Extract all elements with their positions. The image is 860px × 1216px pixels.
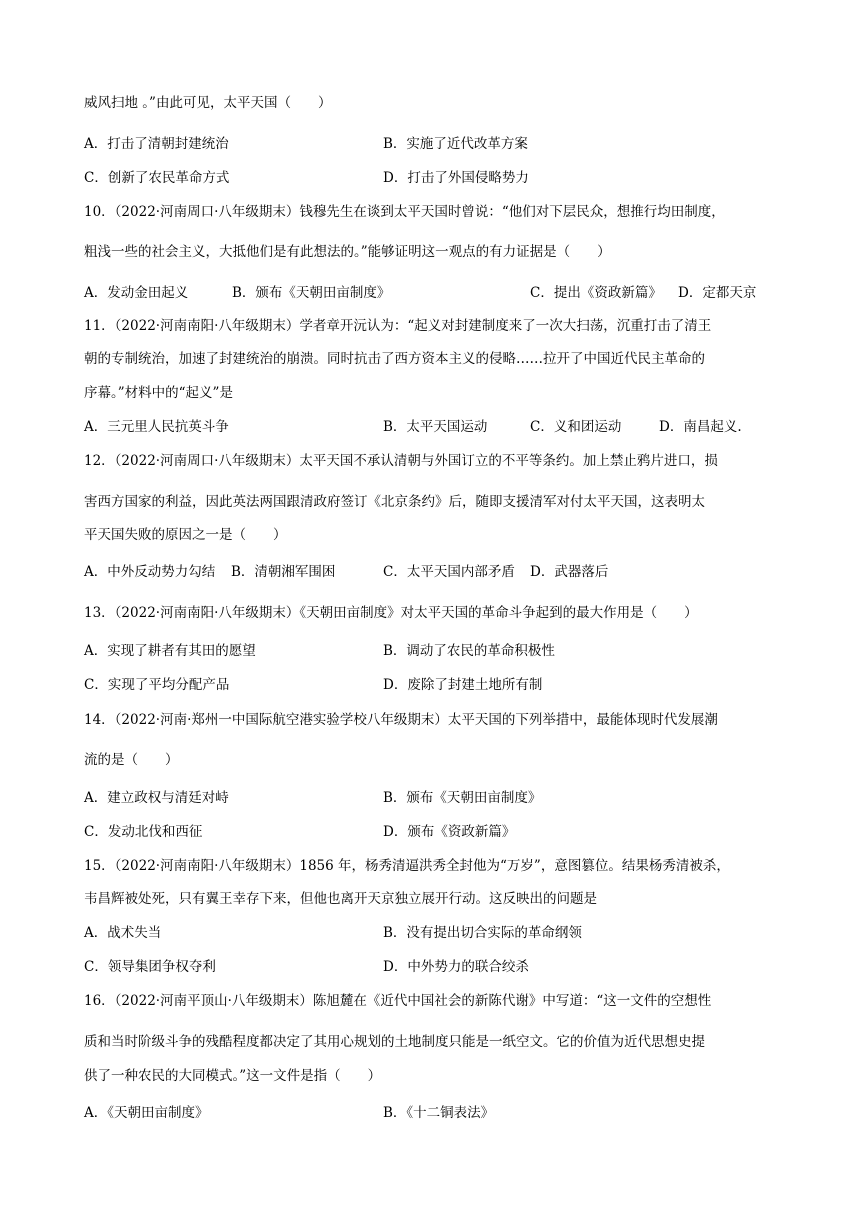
option-c: C．义和团运动 — [530, 419, 622, 435]
option-a: A．建立政权与清廷对峙 — [84, 790, 229, 806]
question-11-text: 朝的专制统治，加速了封建统治的崩溃。同时抗击了西方资本主义的侵略……拉开了中国近代民主革命的 — [84, 351, 705, 367]
question-16-text: 供了一种农民的大同模式。”这一文件是指（ ） — [84, 1068, 382, 1084]
question-12-text: 12．（2022·河南周口·八年级期末）太平天国不承认清朝与外国订立的不平等条约。加上禁止鸦片进口，损 — [84, 453, 718, 469]
question-16-text: 16．（2022·河南平顶山·八年级期末）陈旭麓在《近代中国社会的新陈代谢》中写道：“这一文件的空想性 — [84, 993, 712, 1009]
question-9-text: 威风扫地 。”由此可见，太平天国（ ） — [84, 95, 332, 111]
option-c: C．太平天国内部矛盾 — [383, 564, 515, 580]
option-d: D．颁布《资政新篇》 — [383, 824, 516, 840]
option-a: A．《天朝田亩制度》 — [84, 1105, 209, 1121]
option-a: A．发动金田起义 — [84, 285, 189, 301]
question-10-text: 粗浅一些的社会主义，大抵他们是有此想法的。”能够证明这一观点的有力证据是（ ） — [84, 244, 611, 260]
option-b: B．清朝湘军围困 — [231, 564, 336, 580]
option-b: B．颁布《天朝田亩制度》 — [383, 790, 542, 806]
option-b: B．实施了近代改革方案 — [383, 136, 528, 152]
question-11-text: 序幕。”材料中的“起义”是 — [84, 385, 233, 401]
option-b: B．《十二铜表法》 — [383, 1105, 495, 1121]
option-a: A．打击了清朝封建统治 — [84, 136, 229, 152]
option-d: D．中外势力的联合绞杀 — [383, 959, 529, 975]
option-a: A．中外反动势力勾结 — [84, 564, 216, 580]
option-d: D．打击了外国侵略势力 — [383, 170, 529, 186]
question-12-text: 平天国失败的原因之一是（ ） — [84, 527, 287, 543]
option-c: C．发动北伐和西征 — [84, 824, 203, 840]
question-15-text: 15．（2022·河南南阳·八年级期末）1856 年，杨秀清逼洪秀全封他为“万岁”，意图篡位。结果杨秀清被杀， — [84, 858, 730, 874]
question-16-text: 质和当时阶级斗争的残酷程度都决定了其用心规划的土地制度只能是一纸空文。它的价值为近代思想史提 — [84, 1034, 705, 1050]
question-13-text: 13．（2022·河南南阳·八年级期末）《天朝田亩制度》对太平天国的革命斗争起到的最大作用是（ ） — [84, 605, 698, 621]
option-c: C．领导集团争权夺利 — [84, 959, 216, 975]
question-15-text: 韦昌辉被处死，只有翼王幸存下来，但他也离开天京独立展开行动。这反映出的问题是 — [84, 891, 597, 907]
option-c: C．创新了农民革命方式 — [84, 170, 230, 186]
question-14-text: 流的是（ ） — [84, 752, 179, 768]
option-d: D．南昌起义. — [659, 419, 742, 435]
option-b: B．太平天国运动 — [383, 419, 488, 435]
option-c: C．提出《资政新篇》 — [530, 285, 662, 301]
option-d: D．武器落后 — [530, 564, 609, 580]
option-d: D．定都天京 — [678, 285, 757, 301]
option-a: A．三元里人民抗英斗争 — [84, 419, 229, 435]
option-b: B．颁布《天朝田亩制度》 — [232, 285, 391, 301]
question-12-text: 害西方国家的利益，因此英法两国跟清政府签订《北京条约》后，随即支援清军对付太平天国，这表明太 — [84, 494, 705, 510]
option-a: A．战术失当 — [84, 925, 162, 941]
question-11-text: 11．（2022·河南南阳·八年级期末）学者章开沅认为：“起义对封建制度来了一次大扫荡，沉重打击了清王 — [84, 318, 712, 334]
option-c: C．实现了平均分配产品 — [84, 677, 230, 693]
option-b: B．调动了农民的革命积极性 — [383, 643, 555, 659]
option-b: B．没有提出切合实际的革命纲领 — [383, 925, 582, 941]
option-d: D．废除了封建土地所有制 — [383, 677, 543, 693]
option-a: A．实现了耕者有其田的愿望 — [84, 643, 256, 659]
question-10-text: 10．（2022·河南周口·八年级期末）钱穆先生在谈到太平天国时曾说：“他们对下层民众，想推行均田制度， — [84, 204, 725, 220]
question-14-text: 14．（2022·河南·郑州一中国际航空港实验学校八年级期末）太平天国的下列举措中，最能体现时代发展潮 — [84, 712, 718, 728]
